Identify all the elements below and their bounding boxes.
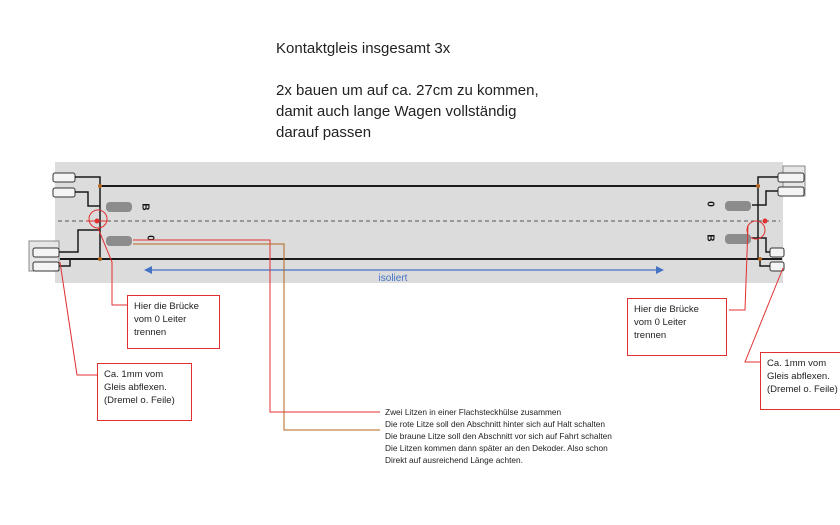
callout-line: trennen bbox=[634, 330, 667, 341]
track-bed bbox=[55, 162, 783, 283]
note-line: Direkt auf ausreichend Länge achten. bbox=[385, 455, 523, 465]
intro-line: 2x bauen um auf ca. 27cm zu kommen, bbox=[276, 82, 539, 99]
callout-line: Hier die Brücke bbox=[134, 301, 199, 312]
right-label-zero: 0 bbox=[704, 201, 716, 207]
isolated-label: isoliert bbox=[378, 273, 408, 284]
callout-bridge-right bbox=[627, 298, 727, 356]
intro-text bbox=[276, 80, 539, 143]
left-label-b: B bbox=[139, 203, 151, 211]
right-bridge-point bbox=[763, 219, 768, 224]
callout-line: trennen bbox=[134, 327, 167, 338]
callout-flex-right bbox=[760, 352, 840, 410]
right-contact-zero bbox=[725, 201, 751, 211]
callout-line: Gleis abflexen. bbox=[767, 371, 830, 382]
note-line: Die rote Litze soll den Abschnitt hinter sich auf Halt schalten bbox=[385, 419, 605, 429]
callout-line: vom 0 Leiter bbox=[634, 317, 687, 328]
callout-bridge-left bbox=[127, 295, 220, 349]
callout-line: vom 0 Leiter bbox=[134, 314, 187, 325]
callout-line: (Dremel o. Feile) bbox=[104, 395, 175, 406]
intro-line: damit auch lange Wagen vollständig bbox=[276, 103, 517, 120]
left-contact-b bbox=[106, 202, 132, 212]
callout-line: Hier die Brücke bbox=[634, 304, 699, 315]
note-line: Die Litzen kommen dann später an den Dekoder. Also schon bbox=[385, 443, 608, 453]
note-line: Zwei Litzen in einer Flachsteckhülse zusammen bbox=[385, 407, 562, 417]
left-label-zero: 0 bbox=[144, 235, 156, 241]
callout-flex-left bbox=[97, 363, 192, 421]
callout-line: Ca. 1mm vom bbox=[767, 358, 827, 369]
intro-line: darauf passen bbox=[276, 124, 372, 141]
callout-line: Ca. 1mm vom bbox=[104, 369, 164, 380]
right-label-b: B bbox=[704, 234, 716, 242]
callout-line: (Dremel o. Feile) bbox=[767, 384, 838, 395]
note-line: Die braune Litze soll den Abschnitt vor sich auf Fahrt schalten bbox=[385, 431, 612, 441]
page-title: Kontaktgleis insgesamt 3x bbox=[276, 40, 451, 57]
wiring-note bbox=[385, 406, 612, 466]
left-contact-zero bbox=[106, 236, 132, 246]
callout-line: Gleis abflexen. bbox=[104, 382, 167, 393]
